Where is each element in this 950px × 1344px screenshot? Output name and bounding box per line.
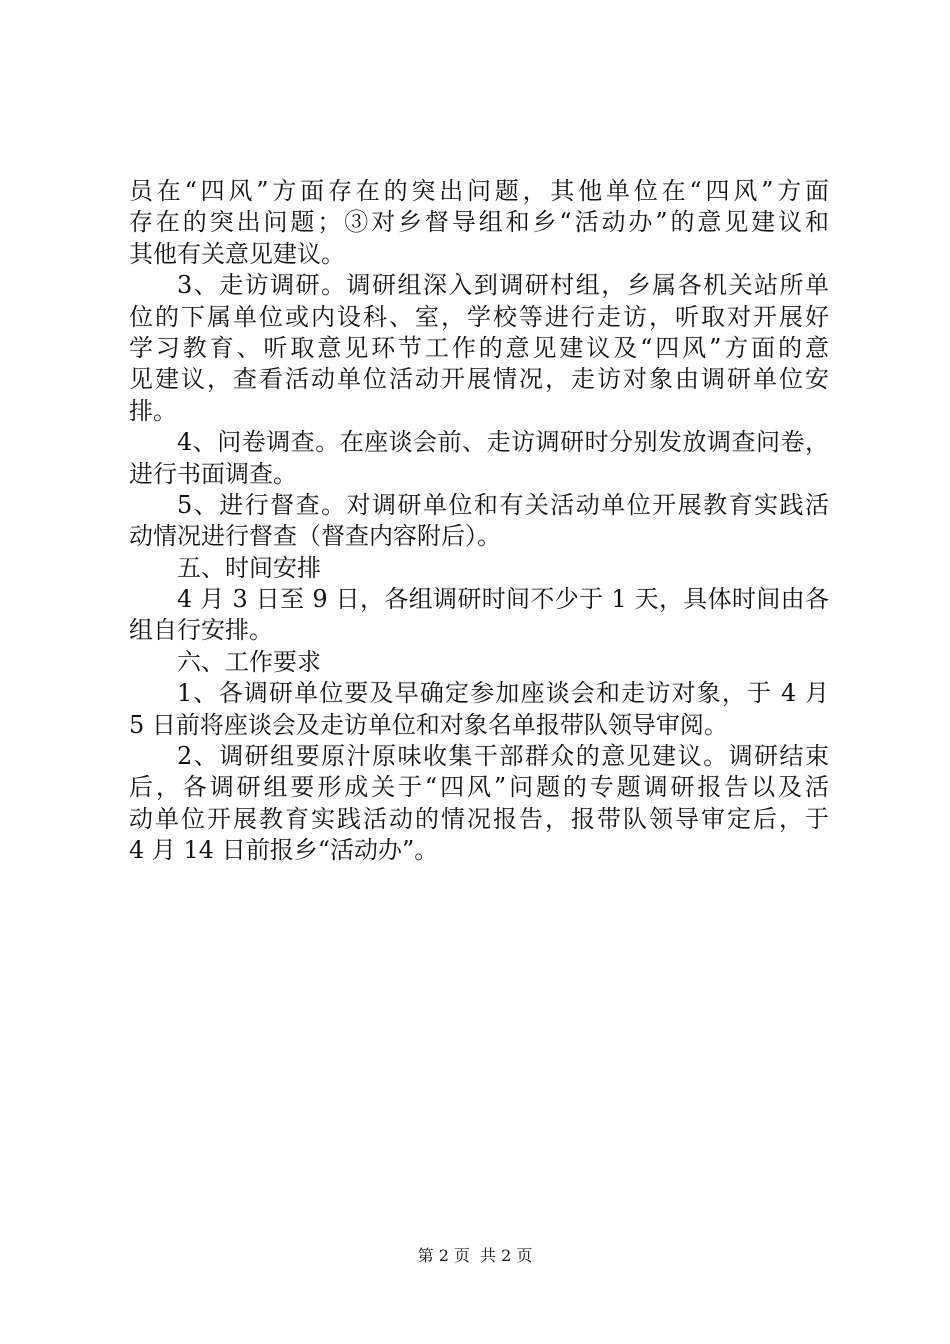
text-line: 1、各调研单位要及早确定参加座谈会和走访对象，于 4 月 [177,679,829,708]
text-line: 存在的突出问题；③对乡督导组和乡“活动办”的意见建议和 [129,208,829,237]
text-line: 4 月 14 日前报乡“活动办”。 [129,836,439,865]
section-heading: 五、时间安排 [177,553,321,582]
text-line: 2、调研组要原汁原味收集干部群众的意见建议。调研结束 [177,742,829,771]
text-line: 5、进行督查。对调研单位和有关活动单位开展教育实践活 [177,490,829,519]
section-heading: 六、工作要求 [177,647,321,676]
page-footer [0,1246,950,1266]
text-line: 5 日前将座谈会及走访单位和对象名单报带队领导审阅。 [129,710,728,739]
page-total: 共 2 页 [480,1246,533,1265]
text-line: 3、走访调研。调研组深入到调研村组，乡属各机关站所单 [177,271,829,300]
text-line: 组自行安排。 [129,616,273,645]
text-line: 其他有关意见建议。 [129,239,345,268]
text-line: 位的下属单位或内设科、室，学校等进行走访，听取对开展好 [129,302,829,331]
text-line: 动单位开展教育实践活动的情况报告，报带队领导审定后，于 [129,804,829,833]
text-line: 见建议，查看活动单位活动开展情况，走访对象由调研单位安 [129,365,829,394]
text-line: 进行书面调查。 [129,459,297,488]
text-line: 4、问卷调查。在座谈会前、走访调研时分别发放调查问卷， [177,428,829,457]
text-line: 4 月 3 日至 9 日，各组调研时间不少于 1 天，具体时间由各 [177,585,829,614]
text-line: 学习教育、听取意见环节工作的意见建议及“四风”方面的意 [129,333,829,362]
text-line: 后，各调研组要形成关于“四风”问题的专题调研报告以及活 [129,773,829,802]
text-line: 员在“四风”方面存在的突出问题，其他单位在“四风”方面 [129,177,829,205]
document-body [129,176,829,867]
page-number: 第 2 页 [417,1246,470,1265]
text-line: 排。 [129,396,177,425]
text-line: 动情况进行督查（督查内容附后）。 [129,522,501,551]
